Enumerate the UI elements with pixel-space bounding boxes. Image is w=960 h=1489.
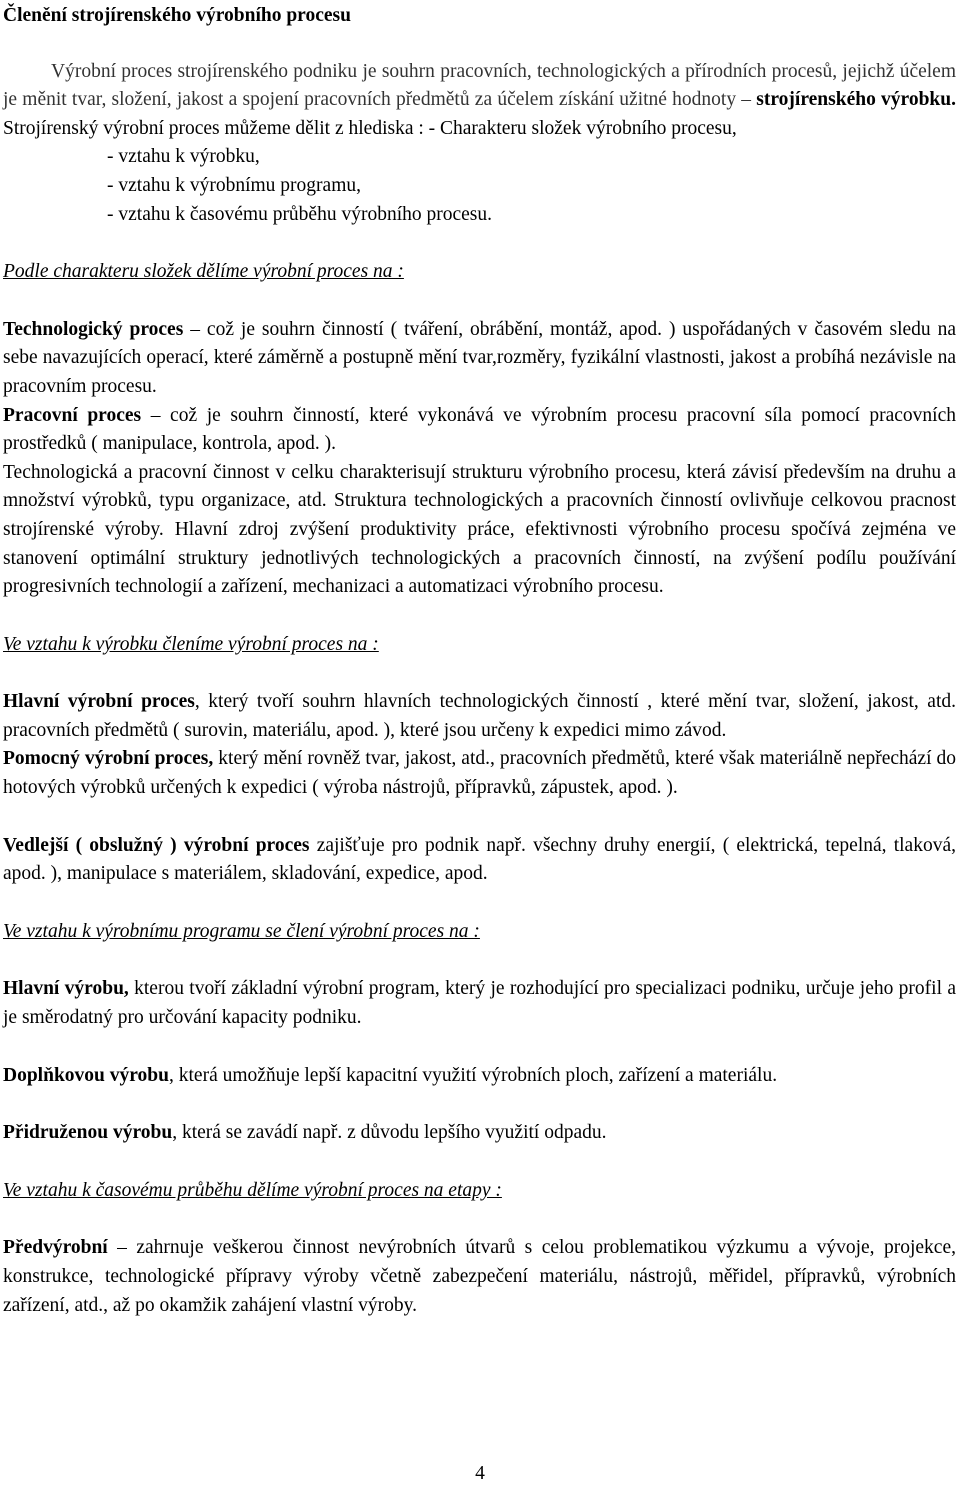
section-heading-product: Ve vztahu k výrobku členíme výrobní proces na :	[3, 633, 379, 655]
intro-paragraph	[3, 58, 956, 144]
criteria-list	[3, 143, 956, 229]
definition-text: kterou tvoří základní výrobní program, který je rozhodující pro specializaci podniku, určuje jeho profil a je směrodatný pro určování kapacity podniku.	[3, 978, 956, 1029]
term-work-process: Pracovní proces	[3, 404, 142, 426]
list-item: - vztahu k výrobnímu programu,	[107, 174, 361, 196]
term-technological-process: Technologický proces	[3, 318, 184, 340]
term-main-process: Hlavní výrobní proces	[3, 691, 195, 713]
paragraph-associated-production	[3, 1119, 956, 1148]
definition-text: zajišťuje pro podnik např. všechny druhy energií, ( elektrická, tepelná, tlaková, apod. ), manipulace s materiálem, skladování, expedice, apod.	[3, 834, 956, 885]
document-page	[3, 2, 956, 1320]
definition-text: , která se zavádí např. z důvodu lepšího využití odpadu.	[172, 1122, 607, 1144]
section-heading-program: Ve vztahu k výrobnímu programu se člení výrobní proces na :	[3, 920, 480, 942]
paragraph-structure: Technologická a pracovní činnost v celku charakterisují strukturu výrobního procesu, která závisí především na druhu a množství výrobků, typu organizace, atd. Struktura technologických a pracovních činností ovlivňuje celkovou pracnost strojírenské výroby. Hlavní zdroj zvýšení produktivity práce, efektivnosti výrobního procesu spočívá zejména ve stanovení optimální struktury jednotlivých technologických a pracovních činností, na zvýšení podílu používání progresivních technologií a zařízení, mechanizaci a automatizaci výrobního procesu.	[3, 461, 956, 598]
definition-text: – což je souhrn činností, které vykonává ve výrobním procesu pracovní síla pomocí pracovních prostředků ( manipulace, kontrola, apod. ).	[3, 404, 956, 455]
paragraph-main-production	[3, 975, 956, 1032]
list-item: - vztahu k výrobku,	[107, 146, 260, 168]
definition-text: který mění rovněž tvar, jakost, atd., pracovních předmětů, které však materiálně nepřechází do hotových výrobků určených k expedici ( výroba nástrojů, přípravků, zápustek, apod. ).	[3, 748, 956, 799]
paragraph-preproduction	[3, 1234, 956, 1320]
term-secondary-process: Vedlejší ( obslužný ) výrobní proces	[3, 834, 310, 856]
paragraph-secondary-process	[3, 832, 956, 889]
paragraph-technological-process	[3, 316, 956, 402]
definition-text: – zahrnuje veškerou činnost nevýrobních útvarů s celou problematikou výzkumu a vývoje, projekce, konstrukce, technologické přípravy výroby včetně zabezpečení materiálu, nástrojů, měřidel, přípravků, výrobních zařízení, atd., až po okamžik zahájení vlastní výroby.	[3, 1237, 956, 1316]
definition-text: , který tvoří souhrn hlavních technologických činností , které mění tvar, složení, jakost, atd. pracovních předmětů ( surovin, materiálu, apod. ), které jsou určeny k expedici mimo závod.	[3, 691, 956, 741]
definition-text: , která umožňuje lepší kapacitní využití výrobních ploch, zařízení a materiálu.	[169, 1064, 778, 1086]
paragraph-auxiliary-process	[3, 745, 956, 802]
term-supplementary-production: Doplňkovou výrobu	[3, 1064, 169, 1086]
section-heading-components: Podle charakteru složek dělíme výrobní proces na :	[3, 261, 404, 283]
page-title: Členění strojírenského výrobního procesu	[3, 5, 351, 26]
term-associated-production: Přidruženou výrobu	[3, 1122, 173, 1144]
term-auxiliary-process: Pomocný výrobní proces,	[3, 748, 214, 770]
page-number: 4	[475, 1463, 485, 1484]
paragraph-main-process	[3, 688, 956, 745]
term-main-production: Hlavní výrobu,	[3, 978, 129, 1000]
term-preproduction: Předvýrobní	[3, 1237, 108, 1259]
intro-text-1: Výrobní proces strojírenského podniku je souhrn pracovních, technologických a přírodních procesů, jejichž účelem je měnit tvar, složení, jakost a spojení pracovních předmětů za účelem získání užitné hodnoty –	[3, 60, 956, 111]
list-item: - vztahu k časovému průběhu výrobního procesu.	[107, 203, 493, 225]
definition-text: – což je souhrn činností ( tváření, obrábění, montáž, apod. ) uspořádaných v časovém sledu na sebe navazujících operací, které záměrně a postupně mění tvar,rozměry, fyzikální vlastnosti, jakost a probíhá nezávisle na pracovním procesu.	[3, 318, 956, 397]
intro-bold: strojírenského výrobku.	[756, 89, 956, 111]
paragraph-work-process	[3, 402, 956, 459]
intro-text-2: Strojírenský výrobní proces můžeme dělit z hlediska : - Charakteru složek výrobního procesu,	[3, 117, 737, 139]
section-heading-time: Ve vztahu k časovému průběhu dělíme výrobní proces na etapy :	[3, 1179, 502, 1201]
paragraph-supplementary-production	[3, 1062, 956, 1091]
